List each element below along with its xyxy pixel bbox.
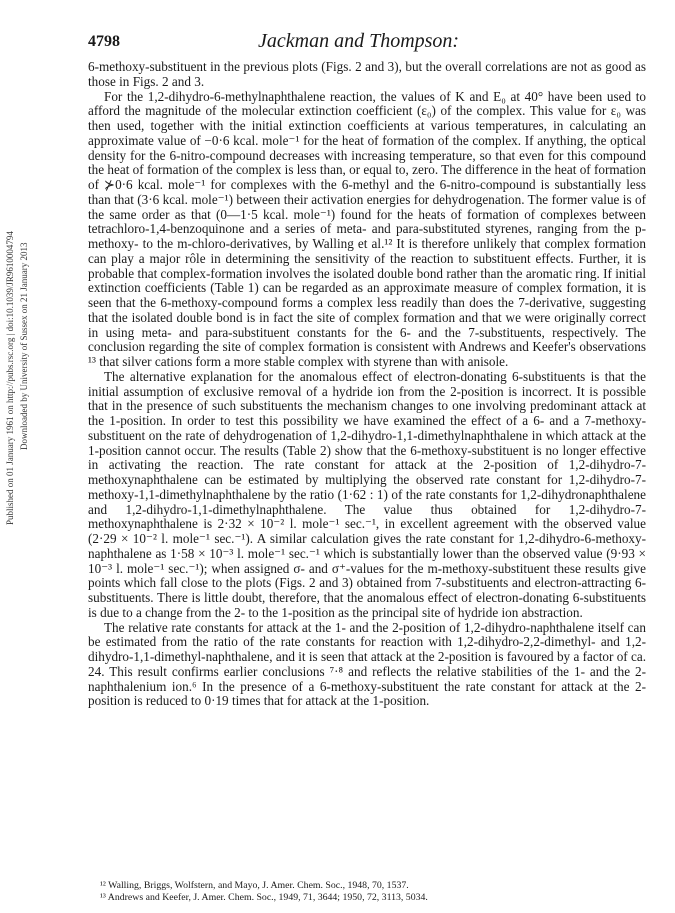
footnote-12: ¹² Walling, Briggs, Wolfstern, and Mayo, J. Amer. Chem. Soc., 1948, 70, 1537. (100, 880, 409, 891)
article-body (88, 60, 646, 709)
side-margin-notice: Published on 01 January 1961 on http://pubs.rsc.org | doi:10.1039/JR9610004794 Downloaded by University of Sussex on 21 January 2013 (5, 231, 29, 525)
running-head: Jackman and Thompson: (258, 30, 460, 52)
paragraph-complex-formation: For the 1,2-dihydro-6-methylnaphthalene reaction, the values of K and E₀ at 40° have been used to afford the magnitude of the molecular extinction coefficient (ε₀) of the complex. This value for ε₀ was then used, together with the initial extinction coefficients at various temperatures, in calculating an approximate value of −0·6 kcal. mole⁻¹ for the heat of formation of the complex. If anything, the optical density for the 6-nitro-compound decreases with increasing temperature, so that even for this compound the heat of formation of the complex is less than, or equal to, zero. The difference in the heat of formation of ⊁0·6 kcal. mole⁻¹ for complexes with the 6-methyl and the 6-nitro-compound is substantially less than that (3·6 kcal. mole⁻¹) between their activation energies for dehydrogenation. The former value is of the same order as that (0—1·5 kcal. mole⁻¹) found for the heats of formation of complexes between tetrachloro-1,4-benzoquinone and a series of meta- and para-substituted styrenes, ranging from the p-methoxy- to the m-chloro-derivatives, by Walling et al.¹² It is therefore unlikely that complex formation can play a major rôle in determining the sensitivity of the reaction to substituent effects. Further, it is probable that complex-formation involves the isolated double bond rather than the aromatic ring. If initial extinction coefficients (Table 1) can be regarded as an approximate measure of complex formation, it is seen that the 6-methoxy-compound forms a complex less readily than does the 7-derivative, suggesting that the isolated double bond is in fact the site of complex formation and that we were originally correct in using meta- and para-substituent constants for the 6- and the 7-substituents, respectively. The conclusion regarding the site of complex formation is consistent with Andrews and Keefer's observations ¹³ that silver cations form a more stable complex with styrene than with anisole. (88, 88, 646, 369)
page-number: 4798 (88, 33, 120, 50)
page-header (88, 30, 648, 54)
footnotes (100, 880, 646, 904)
paragraph-alternative-explanation: The alternative explanation for the anomalous effect of electron-donating 6-substituents is that the initial assumption of exclusive removal of a hydride ion from the 2-position is incorrect. It is possible that in the presence of such substituents the mechanism changes to one involving predominant attack at the 1-position. In order to test this possibility we have examined the effect of a 6- and a 7-methoxy-substituent on the rate of dehydrogenation of 1,2-dihydro-1,1-dimethylnaphthalene in which attack at the 1-position cannot occur. The results (Table 2) show that the 6-methoxy-substituent is no longer effective in activating the reaction. The rate constant for attack at the 2-position of 1,2-dihydro-7-methoxynaphthalene can be estimated by multiplying the observed rate constant for 1,2-dihydro-7-methoxy-1,1-dimethylnaphthalene by the ratio (1·62 : 1) of the rate constants for 1,2-dihydronaphthalene and 1,2-dihydro-1,1-dimethylnaphthalene. The value thus obtained for 1,2-dihydro-7-methoxynaphthalene is 2·32 × 10⁻² l. mole⁻¹ sec.⁻¹, in excellent agreement with the observed value (2·29 × 10⁻² l. mole⁻¹ sec.⁻¹). A similar calculation gives the rate constant for 1,2-dihydro-6-methoxy-naphthalene as 1·58 × 10⁻³ l. mole⁻¹ sec.⁻¹ which is substantially lower than the observed value (9·93 × 10⁻³ l. mole⁻¹ sec.⁻¹); when assigned σ- and σ⁺-values for the m-methoxy-substituent these results give points which fall close to the plots (Figs. 2 and 3) obtained from 7-substituents and electron-attracting 6-substituents. There is little doubt, therefore, that the anomalous effect of electron-donating 6-substituents is due to a change from the 2- to the 1-position as the principal site of hydride ion abstraction. (88, 368, 646, 620)
paragraph-relative-rates: The relative rate constants for attack at the 1- and the 2-position of 1,2-dihydro-naphthalene itself can be estimated from the ratio of the rate constants for reaction with 1,2-dihydro-2,2-dimethyl- and 1,2-dihydro-1,1-dimethyl-naphthalene, and it is seen that attack at the 2-position is favoured by a factor of ca. 24. This result confirms earlier conclusions ⁷·⁸ and reflects the relative stabilities of the 1- and the 2-naphthalenium ion.⁶ In the presence of a 6-methoxy-substituent the rate constant for attack at the 2-position is reduced to 0·19 times that for attack at the 1-position. (88, 619, 646, 709)
footnote-13: ¹³ Andrews and Keefer, J. Amer. Chem. Soc., 1949, 71, 3644; 1950, 72, 3113, 5034. (100, 892, 428, 903)
paragraph-continuation: 6-methoxy-substituent in the previous plots (Figs. 2 and 3), but the overall correlations are not as good as those in Figs. 2 and 3. (88, 59, 646, 89)
